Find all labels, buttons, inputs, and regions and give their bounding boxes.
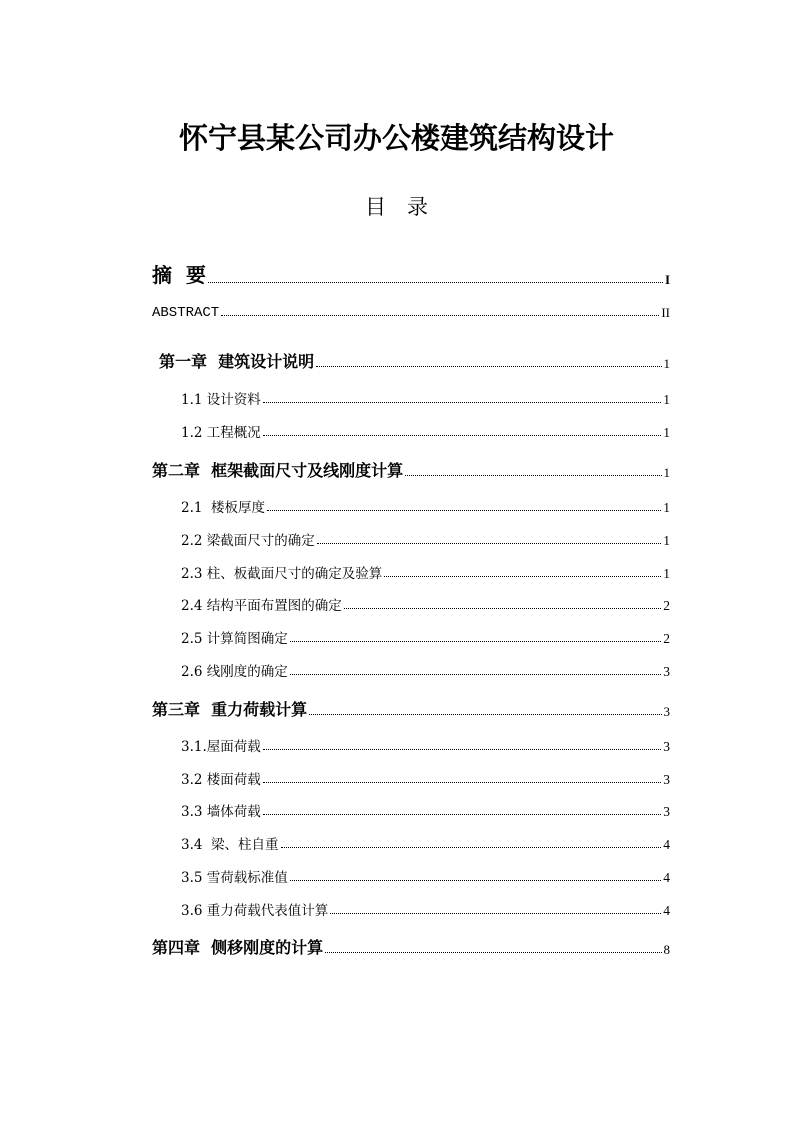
toc-entry-section-2-6[interactable] <box>181 660 670 680</box>
toc-entry-label: 3.5 雪荷载标准值 <box>181 870 288 886</box>
toc-entry-section-2-3[interactable] <box>181 562 670 582</box>
toc-entry-abstract-en[interactable] <box>152 305 670 321</box>
toc-entry-page: 8 <box>663 942 670 957</box>
dot-leader <box>267 509 661 511</box>
toc-entry-page: 1 <box>663 566 670 581</box>
toc-entry-page: 2 <box>663 631 670 646</box>
toc-entry-page: 4 <box>663 837 670 852</box>
toc-entry-page: 1 <box>663 356 670 371</box>
toc-entry-page: 1 <box>663 465 670 480</box>
toc-entry-label: 3.6 重力荷载代表值计算 <box>181 903 329 919</box>
toc-entry-label: 第四章 侧移刚度的计算 <box>152 938 324 957</box>
dot-leader <box>316 365 661 367</box>
toc-entry-page: 3 <box>663 804 670 819</box>
toc-entry-label: 3.3 墙体荷载 <box>181 804 261 820</box>
toc-entry-page: 3 <box>663 664 670 679</box>
toc-entry-chapter-4[interactable] <box>152 935 670 958</box>
toc-entry-section-3-5[interactable] <box>181 866 670 886</box>
toc-entry-page: I <box>664 272 670 287</box>
dot-leader <box>263 813 661 815</box>
toc-entry-label: 2.3 柱、板截面尺寸的确定及验算 <box>181 566 383 582</box>
dot-leader <box>330 912 661 914</box>
toc-entry-section-3-4[interactable] <box>181 833 670 853</box>
dot-leader <box>317 542 661 544</box>
toc-entry-label: 2.5 计算简图确定 <box>181 631 288 647</box>
toc-heading: 目 录 <box>365 195 428 219</box>
dot-leader <box>344 607 661 609</box>
toc-entry-section-1-2[interactable] <box>181 421 670 441</box>
toc-entry-page: 1 <box>663 425 670 440</box>
dot-leader <box>208 281 663 283</box>
toc-entry-page: 1 <box>663 500 670 515</box>
dot-leader <box>309 713 661 715</box>
dot-leader <box>325 951 661 953</box>
toc-entry-label: 1.2 工程概况 <box>181 425 261 441</box>
dot-leader <box>290 879 661 881</box>
toc-entry-label: 1.1 设计资料 <box>181 392 261 408</box>
toc-entry-page: 1 <box>663 392 670 407</box>
dot-leader <box>263 748 661 750</box>
toc-entry-chapter-2[interactable] <box>152 458 670 481</box>
toc-entry-page: II <box>661 305 670 320</box>
dot-leader <box>263 781 661 783</box>
toc-entry-section-3-1[interactable] <box>181 735 670 755</box>
toc-entry-label: 3.2 楼面荷载 <box>181 772 261 788</box>
dot-leader <box>290 673 661 675</box>
dot-leader <box>405 474 661 476</box>
toc-entry-section-2-4[interactable] <box>181 594 670 614</box>
toc-entry-page: 3 <box>663 739 670 754</box>
toc-entry-section-2-5[interactable] <box>181 627 670 647</box>
toc-entry-section-2-2[interactable] <box>181 529 670 549</box>
toc-entry-chapter-1[interactable] <box>159 349 670 372</box>
toc-entry-section-2-1[interactable] <box>181 496 670 516</box>
toc-entry-page: 1 <box>663 533 670 548</box>
dot-leader <box>263 401 661 403</box>
toc-entry-section-3-2[interactable] <box>181 768 670 788</box>
dot-leader <box>263 434 661 436</box>
toc-entry-label: 第一章 建筑设计说明 <box>159 352 315 371</box>
toc-entry-page: 4 <box>663 903 670 918</box>
dot-leader <box>290 640 661 642</box>
toc-entry-page: 4 <box>663 870 670 885</box>
toc-entry-label: 2.1 楼板厚度 <box>181 500 266 516</box>
toc-entry-label: 第二章 框架截面尺寸及线刚度计算 <box>152 461 404 480</box>
toc-entry-section-1-1[interactable] <box>181 388 670 408</box>
toc-entry-page: 2 <box>663 598 670 613</box>
toc-entry-section-3-6[interactable] <box>181 899 670 919</box>
toc-entry-label: 第三章 重力荷载计算 <box>152 700 308 719</box>
toc-entry-abstract-cn[interactable] <box>152 259 670 288</box>
toc-entry-section-3-3[interactable] <box>181 800 670 820</box>
toc-entry-page: 3 <box>663 772 670 787</box>
dot-leader <box>384 575 661 577</box>
dot-leader <box>281 846 662 848</box>
toc-entry-label: ABSTRACT <box>152 305 220 321</box>
toc-entry-label: 摘 要 <box>152 263 206 287</box>
toc-entry-chapter-3[interactable] <box>152 697 670 720</box>
toc-entry-label: 3.4 梁、柱自重 <box>181 837 279 853</box>
toc-entry-label: 2.2 梁截面尺寸的确定 <box>181 533 315 549</box>
dot-leader <box>221 314 659 316</box>
toc-entry-label: 2.4 结构平面布置图的确定 <box>181 598 342 614</box>
document-title: 怀宁县某公司办公楼建筑结构设计 <box>178 121 614 155</box>
toc-entry-label: 3.1.屋面荷载 <box>181 739 261 755</box>
toc-entry-label: 2.6 线刚度的确定 <box>181 664 288 680</box>
toc-entry-page: 3 <box>663 704 670 719</box>
